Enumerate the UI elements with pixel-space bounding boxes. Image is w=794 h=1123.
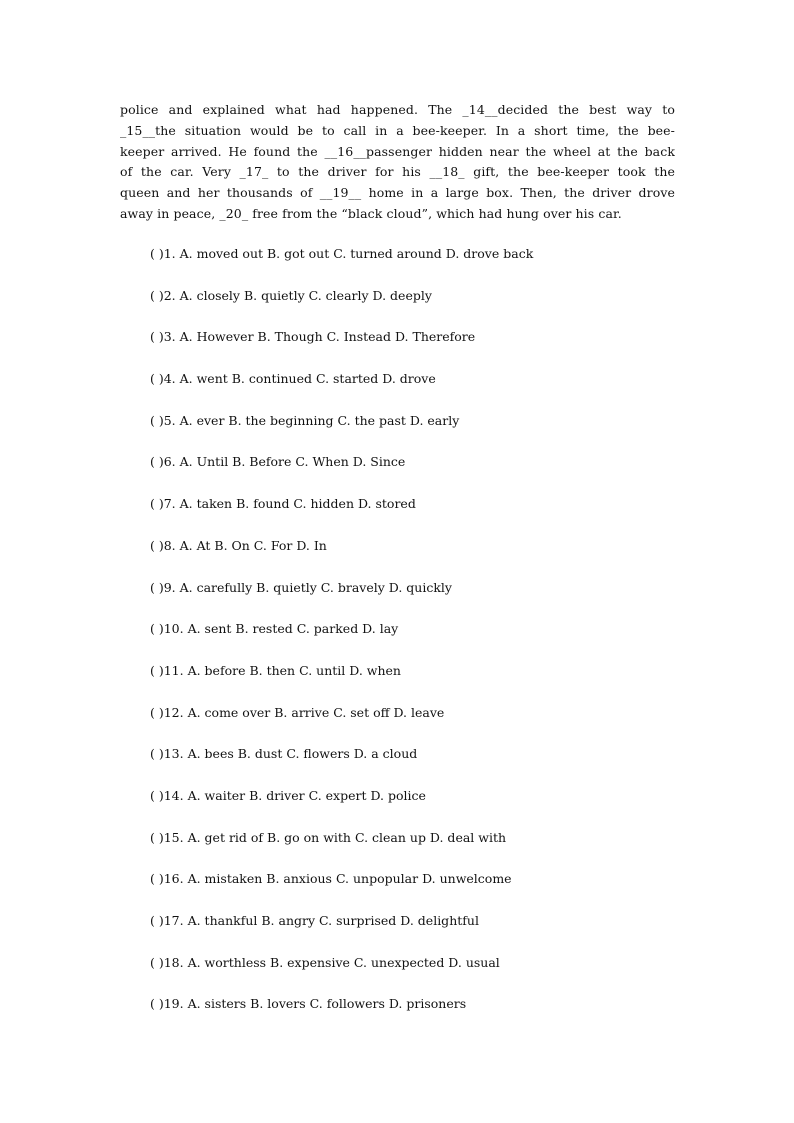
question-item: ( )5. A. ever B. the beginning C. the past D. early <box>150 412 460 428</box>
question-item: ( )3. A. However B. Though C. Instead D. Therefore <box>150 329 476 345</box>
passage-line: _15__the situation would be to call in a bee-keeper. In a short time, the bee- <box>120 122 675 138</box>
passage-line: queen and her thousands of __19__ home in a large box. Then, the driver drove <box>120 185 675 201</box>
passage-paragraph <box>120 100 675 225</box>
question-item: ( )8. A. At B. On C. For D. In <box>150 537 327 553</box>
question-item: ( )2. A. closely B. quietly C. clearly D. deeply <box>150 287 432 303</box>
question-item: ( )6. A. Until B. Before C. When D. Since <box>150 454 406 470</box>
question-item: ( )13. A. bees B. dust C. flowers D. a cloud <box>150 746 418 762</box>
question-item: ( )18. A. worthless B. expensive C. unexpected D. usual <box>150 954 500 970</box>
question-item: ( )16. A. mistaken B. anxious C. unpopular D. unwelcome <box>150 871 512 887</box>
question-item: ( )4. A. went B. continued C. started D. drove <box>150 371 436 387</box>
question-item: ( )7. A. taken B. found C. hidden D. stored <box>150 496 416 512</box>
question-item: ( )11. A. before B. then C. until D. when <box>150 662 401 678</box>
passage-line: police and explained what had happened. The _14__decided the best way to <box>120 102 675 117</box>
question-item: ( )1. A. moved out B. got out C. turned around D. drove back <box>150 246 534 261</box>
question-list <box>150 245 710 1037</box>
passage-line: away in peace, _20_ free from the “black cloud”, which had hung over his car. <box>120 205 622 221</box>
passage-line: of the car. Very _17_ to the driver for his __18_ gift, the bee-keeper took the <box>120 164 675 180</box>
question-item: ( )9. A. carefully B. quietly C. bravely D. quickly <box>150 579 452 595</box>
question-item: ( )12. A. come over B. arrive C. set off D. leave <box>150 704 445 720</box>
question-item: ( )19. A. sisters B. lovers C. followers D. prisoners <box>150 996 467 1012</box>
question-item: ( )14. A. waiter B. driver C. expert D. police <box>150 787 426 803</box>
passage-line: keeper arrived. He found the __16__passenger hidden near the wheel at the back <box>120 143 675 159</box>
question-item: ( )15. A. get rid of B. go on with C. clean up D. deal with <box>150 829 507 845</box>
question-item: ( )17. A. thankful B. angry C. surprised D. delightful <box>150 913 479 928</box>
question-item: ( )10. A. sent B. rested C. parked D. lay <box>150 621 399 637</box>
